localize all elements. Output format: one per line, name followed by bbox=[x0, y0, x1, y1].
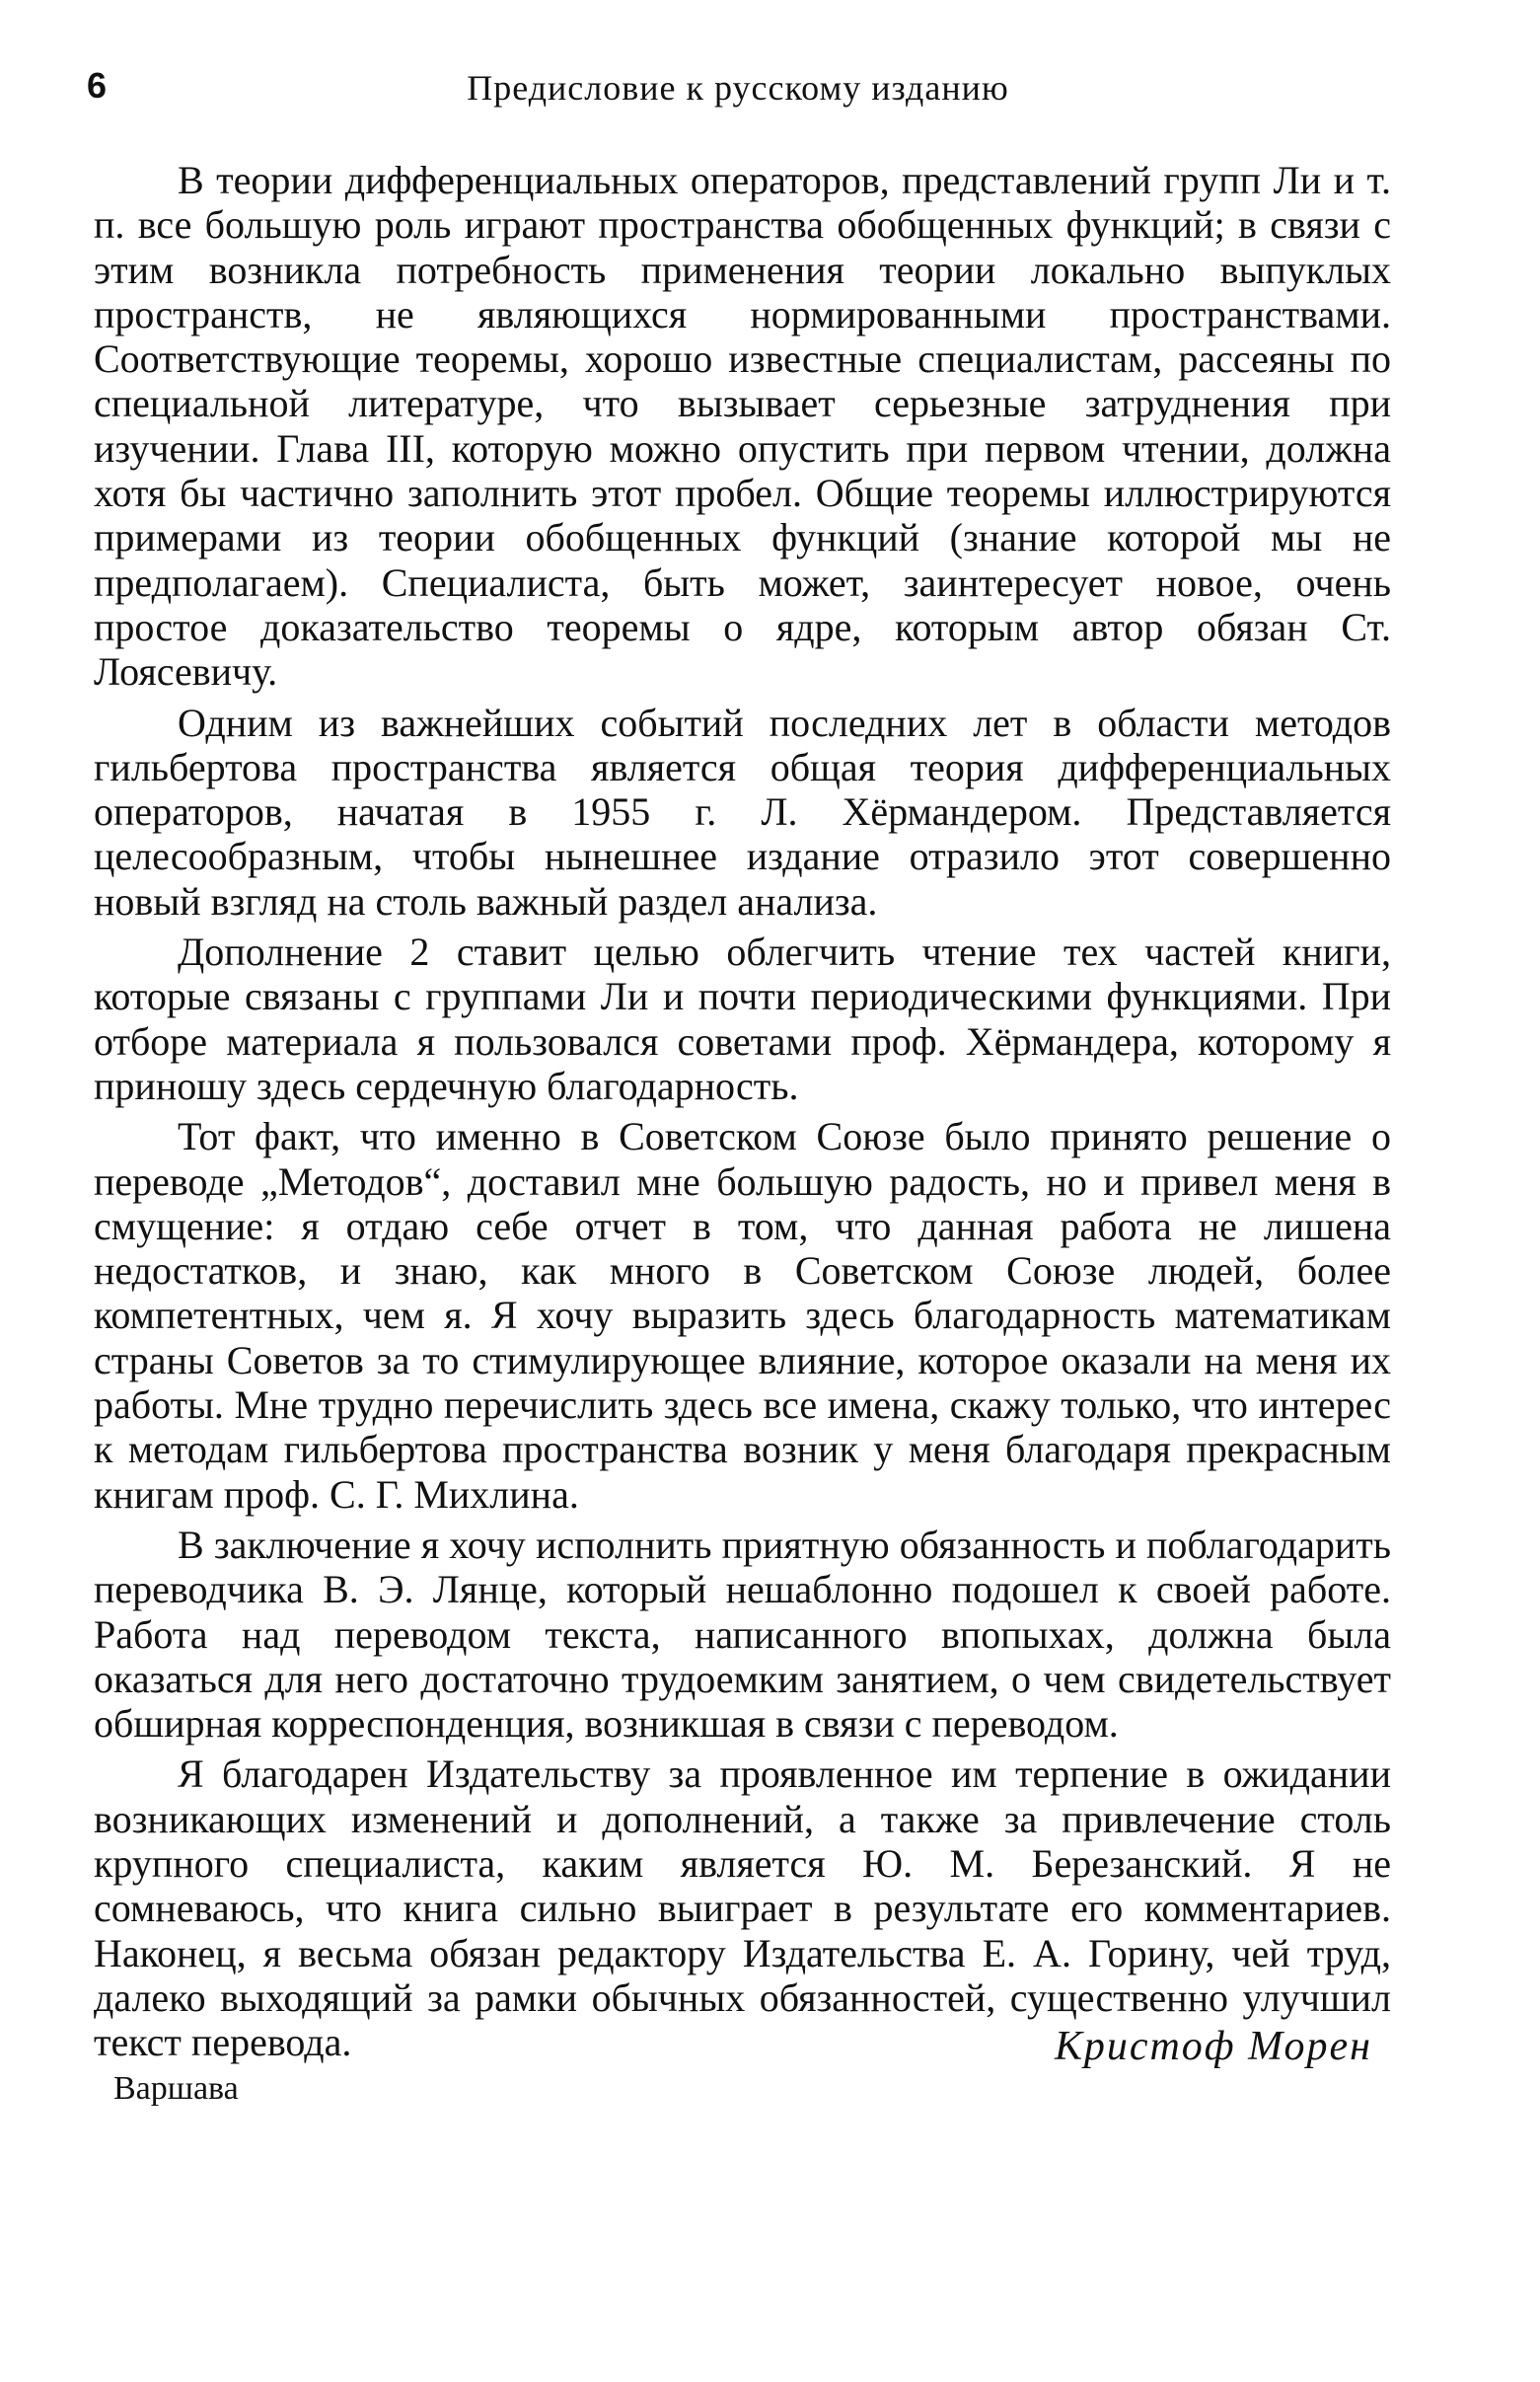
paragraph: В теории дифференциальных операторов, представлений групп Ли и т. п. все большую роль играют пространства обобщенных функций; в связи с этим возникла потребность применения теории локально выпуклых пространств, не являющихся нормированными пространствами. Соответствующие теоремы, хорошо известные специалистам, рассеяны по специальной литературе, что вызывает серьезные затруднения при изучении. Глава III, которую можно опустить при первом чтении, должна хотя бы частично заполнить этот пробел. Общие теоремы иллюстрируются примерами из теории обобщенных функций (знание которой мы не предполагаем). Специалиста, быть может, заинтересует новое, очень простое доказательство теоремы о ядре, которым автор обязан Ст. Лоясевичу. bbox=[94, 158, 1391, 695]
preface-body bbox=[94, 158, 1391, 2070]
signature-place: Варшава bbox=[113, 2070, 239, 2107]
page-header bbox=[87, 65, 1389, 124]
page-number: 6 bbox=[87, 65, 108, 106]
paragraph: Дополнение 2 ставит целью облегчить чтение тех частей книги, которые связаны с группами Ли и почти периодическими функциями. При отборе материала я пользовался советами проф. Хёрмандера, которому я приношу здесь сердечную благодарность. bbox=[94, 930, 1391, 1108]
paragraph: Я благодарен Издательству за проявленное им терпение в ожидании возникающих изменений и дополнений, а также за привлечение столь крупного специалиста, каким является Ю. М. Березанский. Я не сомневаюсь, что книга сильно выиграет в результате его комментариев. Наконец, я весьма обязан редактору Издательства Е. А. Горину, чей труд, далеко выходящий за рамки обычных обязанностей, существенно улучшил текст перевода. bbox=[94, 1751, 1391, 2065]
paragraph: Тот факт, что именно в Советском Союзе было принято решение о переводе „Методов“, доставил мне большую радость, но и привел меня в смущение: я отдаю себе отчет в том, что данная работа не лишена недостатков, и знаю, как много в Советском Союзе людей, более компетентных, чем я. Я хочу выразить здесь благодарность математикам страны Советов за то стимулирующее влияние, которое оказали на меня их работы. Мне трудно перечислить здесь все имена, скажу только, что интерес к методам гильбертова пространства возник у меня благодаря прекрасным книгам проф. С. Г. Михлина. bbox=[94, 1114, 1391, 1517]
paragraph: Одним из важнейших событий последних лет в области методов гильбертова пространства является общая теория дифференциальных операторов, начатая в 1955 г. Л. Хёрмандером. Представляется целесообразным, чтобы нынешнее издание отразило этот совершенно новый взгляд на столь важный раздел анализа. bbox=[94, 700, 1391, 924]
author-signature: Кристоф Морен bbox=[1054, 2024, 1372, 2069]
running-title: Предисловие к русскому изданию bbox=[467, 68, 1009, 108]
paragraph: В заключение я хочу исполнить приятную обязанность и поблагодарить переводчика В. Э. Лянце, который нешаблонно подошел к своей работе. Работа над переводом текста, написанного впопыхах, должна была оказаться для него достаточно трудоемким занятием, о чем свидетельствует обширная корреспонденция, возникшая в связи с переводом. bbox=[94, 1522, 1391, 1747]
